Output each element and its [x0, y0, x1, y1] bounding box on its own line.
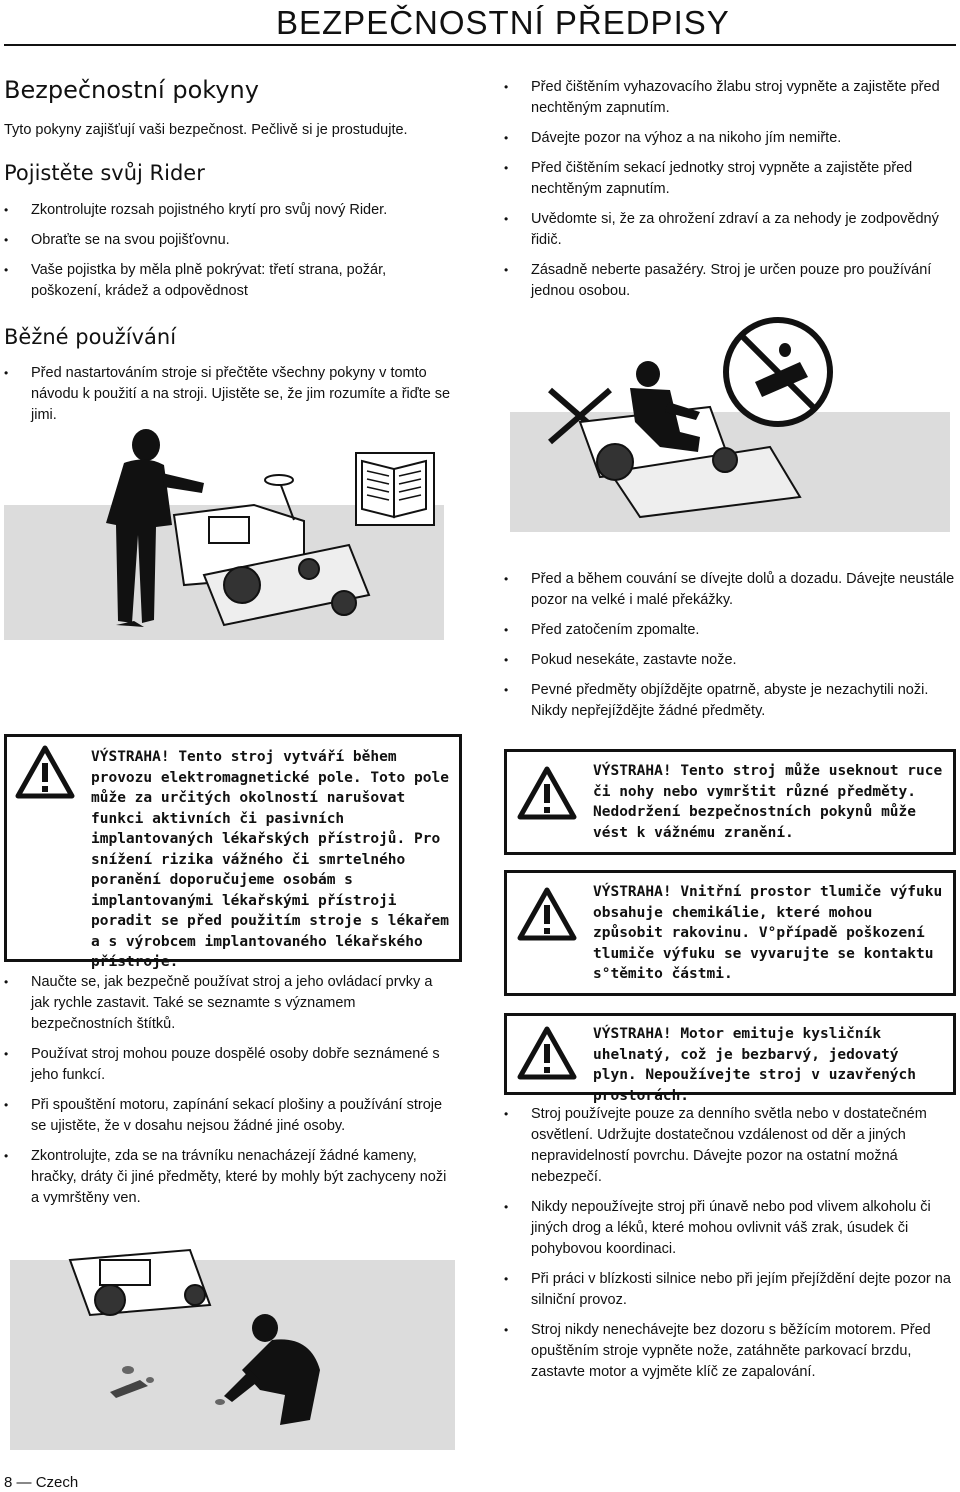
list-item: • Zásadně neberte pasažéry. Stroj je určen pouze pro používání jednou osobou. — [504, 260, 954, 302]
warning-box-carbon-monoxide — [504, 1013, 956, 1104]
list-item: • Při spouštění motoru, zapínání sekací plošiny a používání stroje se ujistěte, že v dosahu nejsou žádné jiné osoby. — [4, 1095, 454, 1137]
warning-label: VÝSTRAHA! — [91, 749, 170, 765]
usage-list — [4, 363, 454, 426]
main-heading: Bezpečnostní pokyny — [4, 76, 259, 104]
list-item: • Před zatočením zpomalte. — [504, 620, 956, 641]
warning-label: VÝSTRAHA! — [593, 763, 672, 779]
insure-heading: Pojistěte svůj Rider — [4, 161, 205, 185]
warning-body: Tento stroj může useknout ruce či nohy nebo vymrštit různé předměty. Nedodržení bezpečnostních pokynů může vést k vážnému zranění. — [593, 763, 943, 841]
usage-heading: Běžné používání — [4, 325, 177, 349]
warning-text — [91, 747, 451, 973]
list-item: • Pevné předměty objíždějte opatrně, abyste je nezachytili noži. Nikdy nepřejíždějte žádné předměty. — [504, 680, 956, 722]
header-rule — [4, 44, 956, 46]
warning-box-muffler — [504, 870, 956, 996]
insure-list — [4, 200, 456, 302]
footer-dash: — — [16, 1474, 32, 1491]
rider-mower — [70, 1250, 210, 1315]
warning-triangle-icon — [517, 887, 577, 941]
list-item: • Před a během couvání se dívejte dolů a dozadu. Dávejte neustále pozor na velké i malé překážky. — [504, 569, 956, 611]
list-item: • Zkontrolujte, zda se na trávníku nenacházejí žádné kameny, hračky, dráty či jiné předměty, které by mohly být zachyceny noži a vymrštěny ven. — [4, 1146, 454, 1209]
open-book-icon — [356, 453, 434, 525]
right-top-list — [504, 77, 954, 302]
warning-text — [593, 761, 949, 843]
clear-lawn-illustration — [10, 1220, 455, 1450]
warning-triangle-icon — [15, 745, 75, 799]
list-item: • Stroj používejte pouze za denního světla nebo v dostatečném osvětlení. Udržujte dostatečnou vzdálenost od děr a jiných nepravidelností povrchu. Dávejte pozor na ostatní možná nebezpečí. — [504, 1104, 956, 1188]
warning-body: Motor emituje kysličník uhelnatý, což je bezbarvý, jedovatý plyn. Nepoužívejte stroj v uzavřených prostorách. — [593, 1026, 917, 1104]
no-passengers-illustration — [510, 312, 950, 532]
list-item: • Před čištěním vyhazovacího žlabu stroj vypněte a zajistěte před nechtěným zapnutím. — [504, 77, 954, 119]
page-footer — [4, 1474, 78, 1491]
right-middle-list — [504, 569, 956, 722]
list-item: • Před nastartováním stroje si přečtěte všechny pokyny v tomto návodu k použití a na stroji. Ujistěte se, že jim rozumíte a řiďte se jimi. — [4, 363, 454, 426]
list-item: • Používat stroj mohou pouze dospělé osoby dobře seznámené s jeho funkcí. — [4, 1044, 454, 1086]
warning-triangle-icon — [517, 766, 577, 820]
list-item: • Obraťte se na svou pojišťovnu. — [4, 230, 456, 251]
warning-text — [593, 1024, 949, 1106]
warning-box-electromagnetic — [4, 734, 462, 970]
right-bottom-list — [504, 1104, 956, 1383]
footer-language: Czech — [35, 1474, 79, 1491]
warning-label: VÝSTRAHA! — [593, 1026, 672, 1042]
list-item: • Dávejte pozor na výhoz a na nikoho jím nemiřte. — [504, 128, 954, 149]
lower-list — [4, 972, 454, 1209]
warning-text — [593, 882, 949, 985]
warning-label: VÝSTRAHA! — [593, 884, 672, 900]
prohibition-icon — [726, 320, 830, 424]
list-item: • Vaše pojistka by měla plně pokrývat: třetí strana, požár, poškození, krádež a odpovědnost — [4, 260, 456, 302]
list-item: • Stroj nikdy nenechávejte bez dozoru s běžícím motorem. Před opuštěním stroje vypněte nože, zatáhněte parkovací brzdu, zastavte motor a vyjměte klíč ze zapalování. — [504, 1320, 956, 1383]
list-item: • Nikdy nepoužívejte stroj při únavě nebo pod vlivem alkoholu či jiných drog a léků, které mohou ovlivnit váš zrak, úsudek či pohybovou koordinaci. — [504, 1197, 956, 1260]
warning-body: Vnitřní prostor tlumiče výfuku obsahuje chemikálie, které mohou způsobit rakovinu. V°případě poškození tlumiče výfuku se vyvarujte se kontaktu s°těmito částmi. — [593, 884, 943, 982]
list-item: • Uvědomte si, že za ohrožení zdraví a za nehody je zodpovědný řidič. — [504, 209, 954, 251]
list-item: • Před čištěním sekací jednotky stroj vypněte a zajistěte před nechtěným zapnutím. — [504, 158, 954, 200]
intro-text: Tyto pokyny zajišťují vaši bezpečnost. Pečlivě si je prostudujte. — [4, 122, 408, 138]
page-number: 8 — [4, 1474, 13, 1491]
warning-triangle-icon — [517, 1026, 577, 1080]
warning-box-amputation — [504, 749, 956, 855]
list-item: • Pokud nesekáte, zastavte nože. — [504, 650, 956, 671]
list-item: • Zkontrolujte rozsah pojistného krytí pro svůj nový Rider. — [4, 200, 456, 221]
warning-body: Tento stroj vytváří během provozu elektromagnetické pole. Toto pole může za určitých okolností narušovat funkci aktivních či pasivních implantovaných lékařských přístrojů. Pro snížení rizika vážného či smrtelného poranění doporučujeme osobám s implantovanými lékařskými přístroji poradit se před použitím stroje s lékařem a s výrobcem implantovaného lékařského přístroje. — [91, 749, 449, 970]
list-item: • Při práci v blízkosti silnice nebo při jejím přejíždění dejte pozor na silniční provoz. — [504, 1269, 956, 1311]
list-item: • Naučte se, jak bezpečně používat stroj a jeho ovládací prvky a jak rychle zastavit. Také se seznamte s významem bezpečnostních štítků. — [4, 972, 454, 1035]
page-title: BEZPEČNOSTNÍ PŘEDPISY — [276, 4, 730, 41]
read-manual-illustration — [4, 425, 444, 640]
